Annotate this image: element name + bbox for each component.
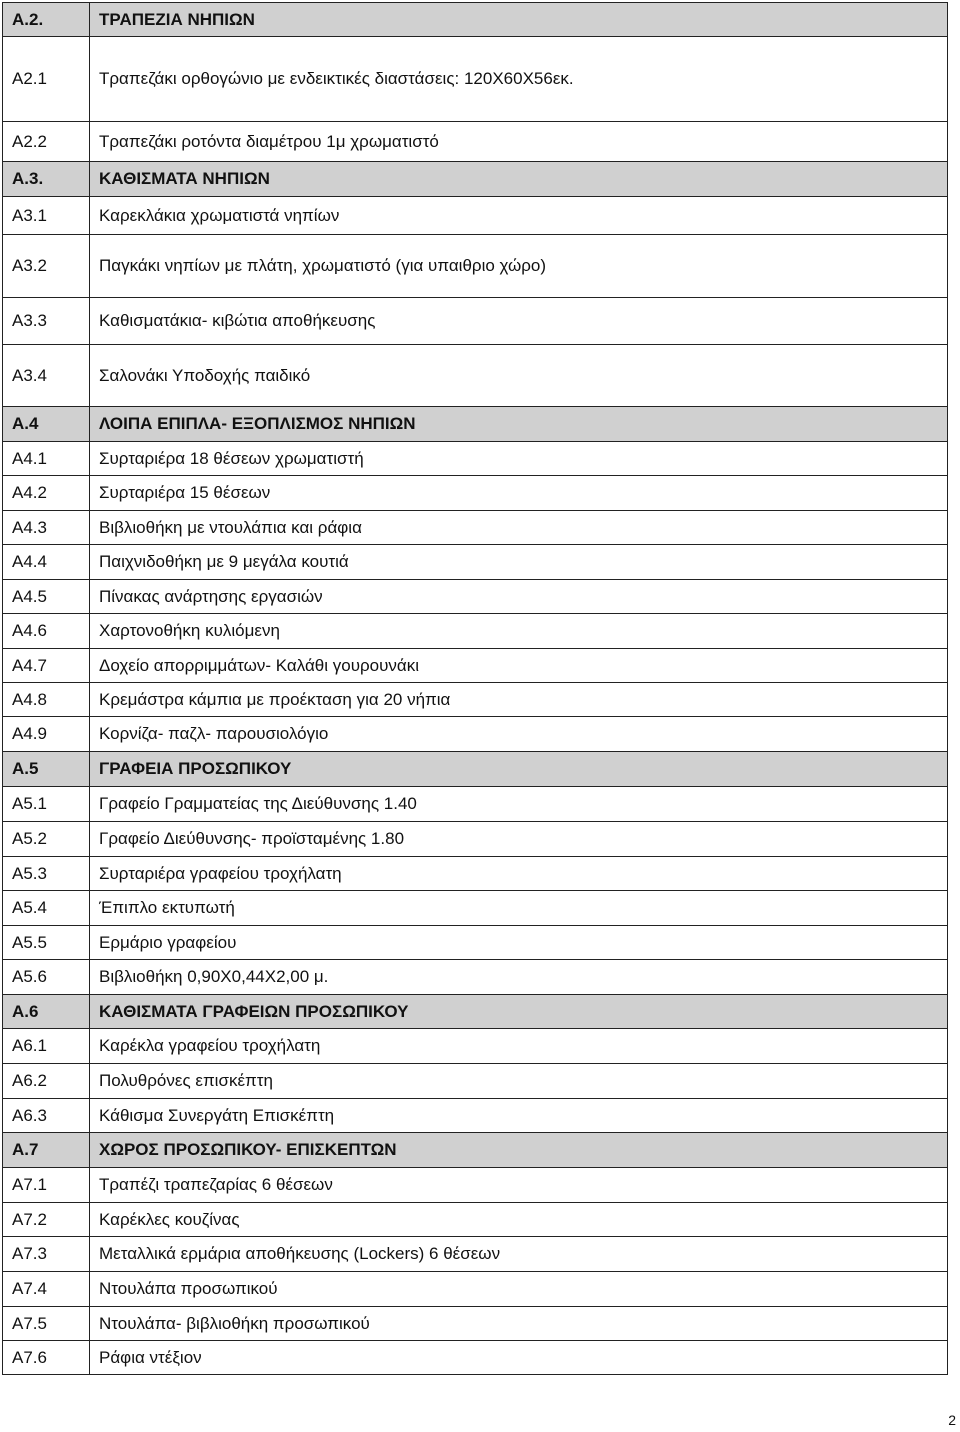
table-row xyxy=(3,197,948,235)
table-row xyxy=(3,476,948,511)
item-description: Καρέκλες κουζίνας xyxy=(90,1203,948,1237)
item-description: Καρέκλα γραφείου τροχήλατη xyxy=(90,1029,948,1064)
item-description: Σαλονάκι Υποδοχής παιδικό xyxy=(90,345,948,407)
item-description: Καρεκλάκια χρωματιστά νηπίων xyxy=(90,197,948,235)
table-row xyxy=(3,787,948,822)
item-code: Α.5 xyxy=(3,752,90,787)
table-row xyxy=(3,926,948,960)
item-code: Α.4 xyxy=(3,407,90,442)
item-code: Α4.9 xyxy=(3,717,90,752)
item-description: Δοχείο απορριμμάτων- Καλάθι γουρουνάκι xyxy=(90,649,948,683)
item-description: ΚΑΘΙΣΜΑΤΑ ΝΗΠΙΩΝ xyxy=(90,162,948,197)
table-row xyxy=(3,822,948,857)
item-code: Α7.6 xyxy=(3,1341,90,1375)
item-code: Α4.7 xyxy=(3,649,90,683)
table-body xyxy=(3,3,948,1375)
table-row xyxy=(3,614,948,649)
table-row xyxy=(3,717,948,752)
section-header-row xyxy=(3,162,948,197)
table-row xyxy=(3,857,948,891)
item-code: Α5.1 xyxy=(3,787,90,822)
item-code: Α3.2 xyxy=(3,235,90,298)
item-code: Α7.1 xyxy=(3,1168,90,1203)
item-code: Α2.1 xyxy=(3,37,90,122)
item-code: Α.6 xyxy=(3,995,90,1029)
table-row xyxy=(3,1272,948,1307)
section-header-row xyxy=(3,407,948,442)
table-row xyxy=(3,891,948,926)
item-description: Ντουλάπα προσωπικού xyxy=(90,1272,948,1307)
item-code: Α7.4 xyxy=(3,1272,90,1307)
item-code: Α4.3 xyxy=(3,511,90,545)
item-description: Συρταριέρα γραφείου τροχήλατη xyxy=(90,857,948,891)
item-description: Χαρτονοθήκη κυλιόμενη xyxy=(90,614,948,649)
table-row xyxy=(3,235,948,298)
table-row xyxy=(3,960,948,995)
item-description: Καθισματάκια- κιβώτια αποθήκευσης xyxy=(90,298,948,345)
table-row xyxy=(3,1237,948,1272)
item-code: Α2.2 xyxy=(3,122,90,162)
item-code: Α5.2 xyxy=(3,822,90,857)
item-code: Α4.1 xyxy=(3,442,90,476)
item-description: Ερμάριο γραφείου xyxy=(90,926,948,960)
item-code: Α4.8 xyxy=(3,683,90,717)
table-row xyxy=(3,649,948,683)
item-description: Συρταριέρα 15 θέσεων xyxy=(90,476,948,511)
item-code: Α3.1 xyxy=(3,197,90,235)
item-code: Α4.4 xyxy=(3,545,90,580)
item-description: Πολυθρόνες επισκέπτη xyxy=(90,1064,948,1099)
item-code: Α4.6 xyxy=(3,614,90,649)
section-header-row xyxy=(3,995,948,1029)
item-code: Α.7 xyxy=(3,1133,90,1168)
table-row xyxy=(3,1099,948,1133)
item-description: Ράφια ντέξιον xyxy=(90,1341,948,1375)
table-row xyxy=(3,1341,948,1375)
item-code: Α4.5 xyxy=(3,580,90,614)
table-row xyxy=(3,1307,948,1341)
item-code: Α5.4 xyxy=(3,891,90,926)
table-row xyxy=(3,298,948,345)
item-code: Α5.5 xyxy=(3,926,90,960)
item-description: Παγκάκι νηπίων με πλάτη, χρωματιστό (για υπαιθριο χώρο) xyxy=(90,235,948,298)
item-code: Α7.5 xyxy=(3,1307,90,1341)
item-code: Α6.2 xyxy=(3,1064,90,1099)
table-row xyxy=(3,1029,948,1064)
item-description: Κορνίζα- παζλ- παρουσιολόγιο xyxy=(90,717,948,752)
item-description: Βιβλιοθήκη 0,90Χ0,44Χ2,00 μ. xyxy=(90,960,948,995)
page-number: 2 xyxy=(948,1412,956,1428)
item-description: ΧΩΡΟΣ ΠΡΟΣΩΠΙΚΟΥ- ΕΠΙΣΚΕΠΤΩΝ xyxy=(90,1133,948,1168)
item-description: Μεταλλικά ερμάρια αποθήκευσης (Lockers) 6 θέσεων xyxy=(90,1237,948,1272)
item-description: Βιβλιοθήκη με ντουλάπια και ράφια xyxy=(90,511,948,545)
item-code: Α4.2 xyxy=(3,476,90,511)
table-row xyxy=(3,122,948,162)
table-row xyxy=(3,511,948,545)
item-description: Γραφείο Διεύθυνσης- προϊσταμένης 1.80 xyxy=(90,822,948,857)
item-description: Έπιπλο εκτυπωτή xyxy=(90,891,948,926)
table-row xyxy=(3,442,948,476)
item-description: Πίνακας ανάρτησης εργασιών xyxy=(90,580,948,614)
table-row xyxy=(3,37,948,122)
section-header-row xyxy=(3,3,948,37)
item-code: Α5.3 xyxy=(3,857,90,891)
table-row xyxy=(3,580,948,614)
section-header-row xyxy=(3,752,948,787)
table-row xyxy=(3,1168,948,1203)
item-description: ΓΡΑΦΕΙΑ ΠΡΟΣΩΠΙΚΟΥ xyxy=(90,752,948,787)
item-description: Γραφείο Γραμματείας της Διεύθυνσης 1.40 xyxy=(90,787,948,822)
item-code: Α3.3 xyxy=(3,298,90,345)
item-description: Κρεμάστρα κάμπια με προέκταση για 20 νήπια xyxy=(90,683,948,717)
item-description: Τραπέζι τραπεζαρίας 6 θέσεων xyxy=(90,1168,948,1203)
item-description: Παιχνιδοθήκη με 9 μεγάλα κουτιά xyxy=(90,545,948,580)
section-header-row xyxy=(3,1133,948,1168)
table-row xyxy=(3,1064,948,1099)
item-description: Τραπεζάκι ορθογώνιο με ενδεικτικές διαστάσεις: 120Χ60Χ56εκ. xyxy=(90,37,948,122)
equipment-table xyxy=(2,2,948,1375)
item-code: Α7.2 xyxy=(3,1203,90,1237)
item-code: Α5.6 xyxy=(3,960,90,995)
item-description: Κάθισμα Συνεργάτη Επισκέπτη xyxy=(90,1099,948,1133)
item-code: Α.2. xyxy=(3,3,90,37)
table-row xyxy=(3,683,948,717)
item-description: Ντουλάπα- βιβλιοθήκη προσωπικού xyxy=(90,1307,948,1341)
table-row xyxy=(3,345,948,407)
table-row xyxy=(3,545,948,580)
item-code: Α3.4 xyxy=(3,345,90,407)
item-description: ΤΡΑΠΕΖΙΑ ΝΗΠΙΩΝ xyxy=(90,3,948,37)
item-description: ΛΟΙΠΑ ΕΠΙΠΛΑ- ΕΞΟΠΛΙΣΜΟΣ ΝΗΠΙΩΝ xyxy=(90,407,948,442)
item-description: Τραπεζάκι ροτόντα διαμέτρου 1μ χρωματιστό xyxy=(90,122,948,162)
item-code: Α6.3 xyxy=(3,1099,90,1133)
item-code: Α6.1 xyxy=(3,1029,90,1064)
item-description: Συρταριέρα 18 θέσεων χρωματιστή xyxy=(90,442,948,476)
table-row xyxy=(3,1203,948,1237)
item-description: ΚΑΘΙΣΜΑΤΑ ΓΡΑΦΕΙΩΝ ΠΡΟΣΩΠΙΚΟΥ xyxy=(90,995,948,1029)
item-code: Α7.3 xyxy=(3,1237,90,1272)
item-code: Α.3. xyxy=(3,162,90,197)
